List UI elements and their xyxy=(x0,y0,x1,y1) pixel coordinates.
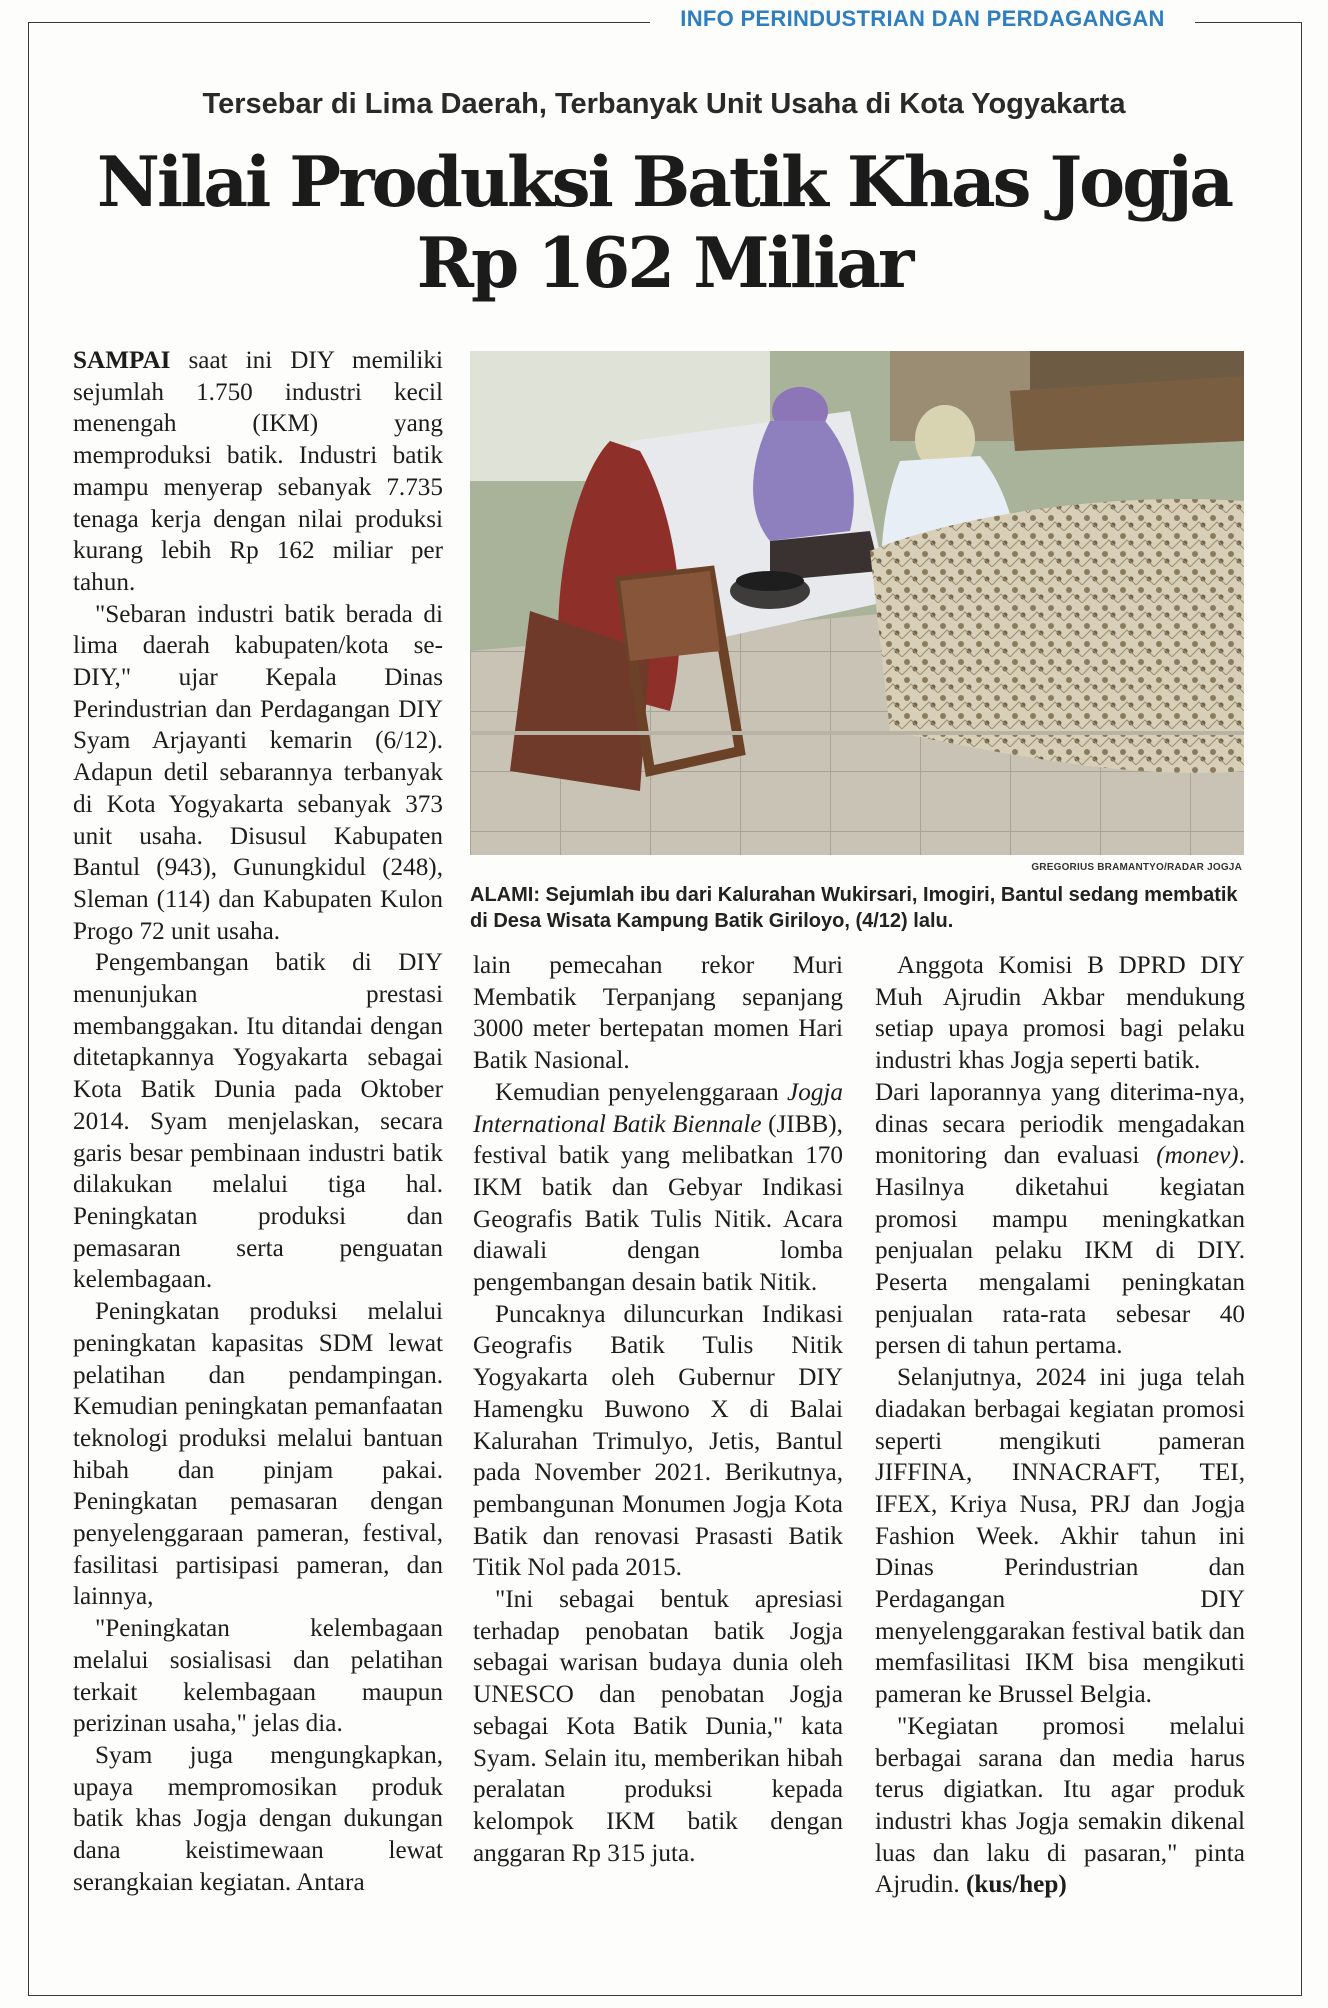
article-column-3 xyxy=(875,950,1245,1901)
paragraph: "Peningkatan kelembagaan melalui sosialisasi dan pelatihan terkait kelembagaan maupun perizinan usaha," jelas dia. xyxy=(73,1615,443,1738)
text-run: Dari laporannya yang diterima-nya, dinas secara periodik mengadakan monitoring dan evaluasi xyxy=(875,1078,1245,1170)
text-run: "Kegiatan promosi melalui berbagai sarana dan media harus terus digiatkan. Itu agar produk industri khas Jogja semakin dikenal luas dan laku di pasaran," pinta Ajrudin. xyxy=(875,1712,1245,1899)
text-run: Kemudian penyelenggaraan xyxy=(495,1078,788,1106)
article-column-1 xyxy=(73,345,443,1898)
monev-term: (monev) xyxy=(1156,1142,1239,1170)
article-column-2 xyxy=(473,950,843,1869)
text-run: . Hasilnya diketahui kegiatan promosi mampu meningkatkan penjualan pelaku IKM di DIY. Peserta mengalami peningkatan penjualan rata-rata sebesar 40 persen di tahun pertama. xyxy=(875,1142,1245,1360)
photo-caption: ALAMI: Sejumlah ibu dari Kalurahan Wukirsari, Imogiri, Bantul sedang membatik di Desa Wisata Kampung Batik Giriloyo, (4/12) lalu. xyxy=(470,884,1238,932)
photo-credit: GREGORIUS BRAMANTYO/RADAR JOGJA xyxy=(1031,862,1242,873)
paragraph: "Ini sebagai bentuk apresiasi terhadap penobatan batik Jogja sebagai warisan budaya dunia oleh UNESCO dan penobatan Jogja sebagai Kota Batik Dunia," kata Syam. Selain itu, memberikan hibah peralatan produksi kepada kelompok IKM batik dengan anggaran Rp 315 juta. xyxy=(473,1586,843,1867)
lead-paragraph xyxy=(73,345,443,599)
text-run: (JIBB), festival batik yang melibatkan 170 IKM batik dan Gebyar Indikasi Geografis Batik Tulis Nitik. Acara diawali dengan lomba pengembangan desain batik Nitik. xyxy=(473,1110,843,1297)
festival-name: Jogja International Batik Biennale xyxy=(473,1078,843,1138)
lead-word: SAMPAI xyxy=(73,347,171,374)
paragraph xyxy=(473,1077,843,1299)
headline xyxy=(60,142,1268,305)
paragraph: Puncaknya diluncurkan Indikasi Geografis Batik Tulis Nitik Yogyakarta oleh Gubernur DIY Hamengku Buwono X di Balai Kalurahan Trimulyo, Jetis, Bantul pada November 2021. Berikutnya, pembangunan Monumen Jogja Kota Batik dan renovasi Prasasti Batik Titik Nol pada 2015. xyxy=(473,1300,843,1582)
author-signature: (kus/hep) xyxy=(965,1871,1067,1899)
paragraph: Selanjutnya, 2024 ini juga telah diadakan berbagai kegiatan promosi seperti mengikuti pameran JIFFINA, INNACRAFT, TEI, IFEX, Kriya Nusa, PRJ dan Jogja Fashion Week. Akhir tahun ini Dinas Perindustrian dan Perdagangan DIY menyelenggarakan festival batik dan memfasilitasi IKM bisa mengikuti pameran ke Brussel Belgia. xyxy=(875,1364,1245,1709)
rubric-rule-left xyxy=(28,22,648,23)
lead-text: saat ini DIY memiliki sejumlah 1.750 industri kecil menengah (IKM) yang memproduksi batik. Industri batik mampu menyerap sebanyak 7.735 tenaga kerja dengan nilai produksi kurang lebih Rp 162 miliar per tahun. xyxy=(73,347,443,596)
paragraph: Peningkatan produksi melalui peningkatan kapasitas SDM lewat pelatihan dan pendampingan. Kemudian peningkatan pemanfaatan teknologi produksi melalui bantuan hibah dan pinjam pakai. Peningkatan pemasaran dengan penyelenggaraan pameran, festival, fasilitasi partisipasi pameran, dan lainnya, xyxy=(73,1298,443,1611)
headline-line-1: Nilai Produksi Batik Khas Jogja xyxy=(96,142,1232,223)
paragraph-continued: lain pemecahan rekor Muri Membatik Terpanjang sepanjang 3000 meter bertepatan momen Hari Batik Nasional. xyxy=(473,952,843,1075)
rubric-rule-right xyxy=(1195,22,1300,23)
news-photo xyxy=(470,351,1244,855)
paragraph xyxy=(875,1711,1245,1901)
paragraph: "Sebaran industri batik berada di lima daerah kabupaten/kota se-DIY," ujar Kepala Dinas Perindustrian dan Perdagangan DIY Syam Arjayanti kemarin (6/12). Adapun detil sebarannya terbanyak di Kota Yogyakarta sebanyak 373 unit usaha. Disusul Kabupaten Bantul (943), Gunungkidul (248), Sleman (114) dan Kabupaten Kulon Progo 72 unit usaha. xyxy=(73,600,443,945)
section-rubric: INFO PERINDUSTRIAN DAN PERDAGANGAN xyxy=(650,6,1195,32)
paragraph xyxy=(875,1077,1245,1362)
kicker-subheadline: Tersebar di Lima Daerah, Terbanyak Unit Usaha di Kota Yogyakarta xyxy=(202,88,1126,120)
paragraph: Syam juga mengungkapkan, upaya mempromosikan produk batik khas Jogja dengan dukungan dana keistimewaan lewat serangkaian kegiatan. Antara xyxy=(73,1741,443,1896)
paragraph: Pengembangan batik di DIY menunjukan prestasi membanggakan. Itu ditandai dengan ditetapkannya Yogyakarta sebagai Kota Batik Dunia pada Oktober 2014. Syam menjelaskan, secara garis besar pembinaan industri batik dilakukan melalui tiga hal. Peningkatan produksi dan pemasaran serta penguatan kelembagaan. xyxy=(73,949,443,1294)
batik-workers-photo xyxy=(470,351,1244,855)
paragraph: Anggota Komisi B DPRD DIY Muh Ajrudin Akbar mendukung setiap upaya promosi bagi pelaku industri khas Jogja seperti batik. xyxy=(875,952,1245,1075)
headline-line-2: Rp 162 Miliar xyxy=(416,223,912,305)
